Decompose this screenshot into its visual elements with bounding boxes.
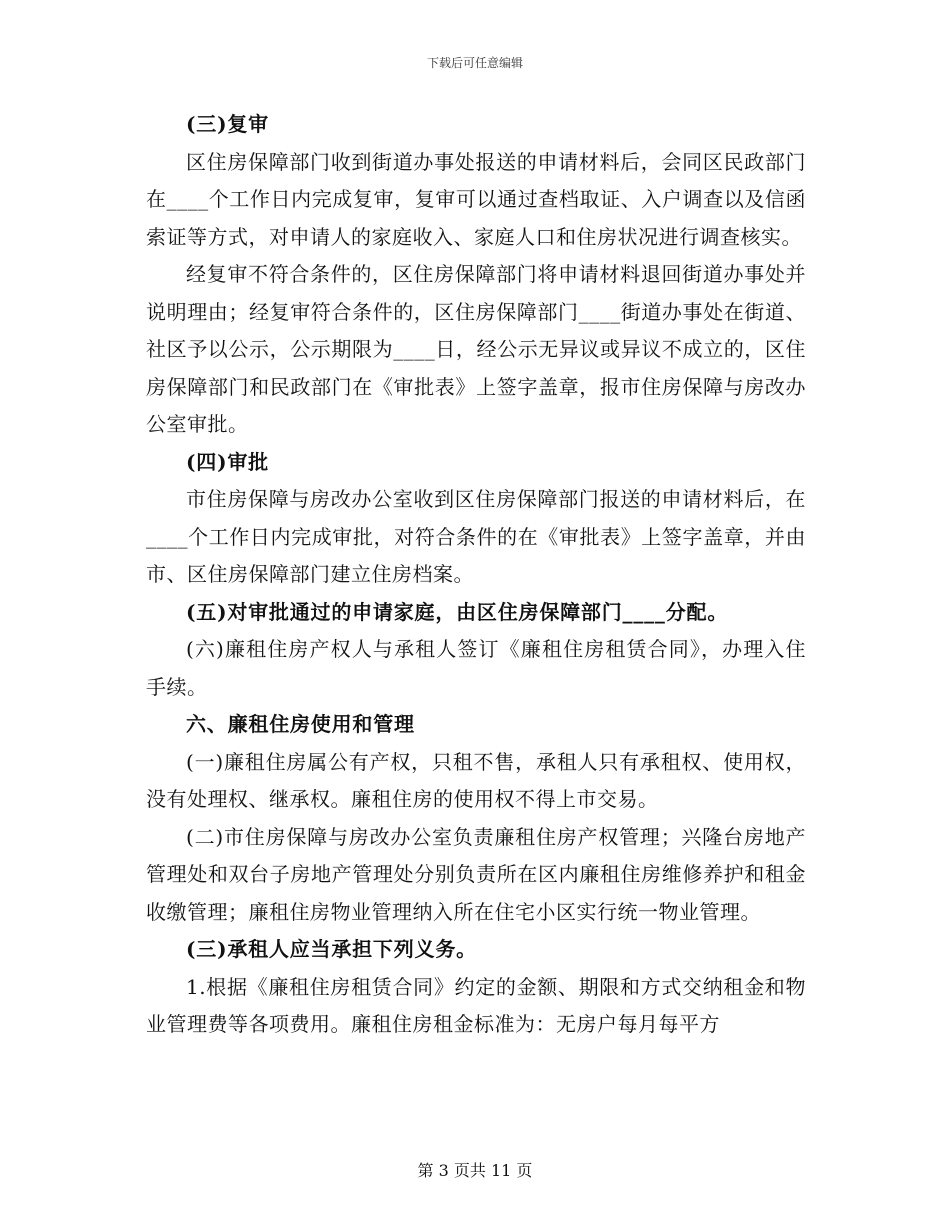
section-heading-usage-management: 六、廉租住房使用和管理 bbox=[186, 712, 415, 736]
paragraph-rent-payment: 1.根据《廉租住房租赁合同》约定的金额、期限和方式交纳租金和物业管理费等各项费用。廉租住房租金标准为：无房户每月每平方 bbox=[146, 974, 806, 1036]
document-body bbox=[146, 106, 806, 1044]
page-header: 下载后可任意编辑 bbox=[426, 56, 523, 70]
paragraph-approval: 市住房保障与房改办公室收到区住房保障部门报送的申请材料后，在____个工作日内完成审批，对符合条件的在《审批表》上签字盖章，并由市、区住房保障部门建立住房档案。 bbox=[146, 487, 806, 586]
page-number-footer: 第 3 页共 11 页 bbox=[417, 1161, 533, 1180]
paragraph-review-procedure: 区住房保障部门收到街道办事处报送的申请材料后，会同区民政部门在____个工作日内完成复审，复审可以通过查档取证、入户调查以及信函索证等方式，对申请人的家庭收入、家庭人口和住房状况进行调查核实。 bbox=[146, 149, 806, 249]
paragraph-contract: (六)廉租住房产权人与承租人签订《廉租住房租赁合同》，办理入住手续。 bbox=[146, 637, 806, 699]
section-heading-tenant-obligations: (三)承租人应当承担下列义务。 bbox=[186, 937, 477, 961]
section-heading-allocation: (五)对审批通过的申请家庭，由区住房保障部门____分配。 bbox=[186, 599, 729, 624]
paragraph-property-rights: (一)廉租住房属公有产权，只租不售，承租人只有承租权、使用权，没有处理权、继承权。廉租住房的使用权不得上市交易。 bbox=[146, 749, 806, 811]
section-heading-review: (三)复审 bbox=[186, 112, 269, 136]
paragraph-management-duties: (二)市住房保障与房改办公室负责廉租住房产权管理；兴隆台房地产管理处和双台子房地产管理处分别负责所在区内廉租住房维修养护和租金收缴管理；廉租住房物业管理纳入所在住宅小区实行统一物业管理。 bbox=[146, 824, 806, 924]
section-heading-approval: (四)审批 bbox=[186, 449, 269, 474]
paragraph-review-outcome: 经复审不符合条件的，区住房保障部门将申请材料退回街道办事处并说明理由；经复审符合条件的，区住房保障部门____街道办事处在街道、社区予以公示，公示期限为____日，经公示无异议或异议不成立的，区住房保障部门和民政部门在《审批表》上签字盖章，报市住房保障与房改办公室审批。 bbox=[146, 262, 806, 436]
